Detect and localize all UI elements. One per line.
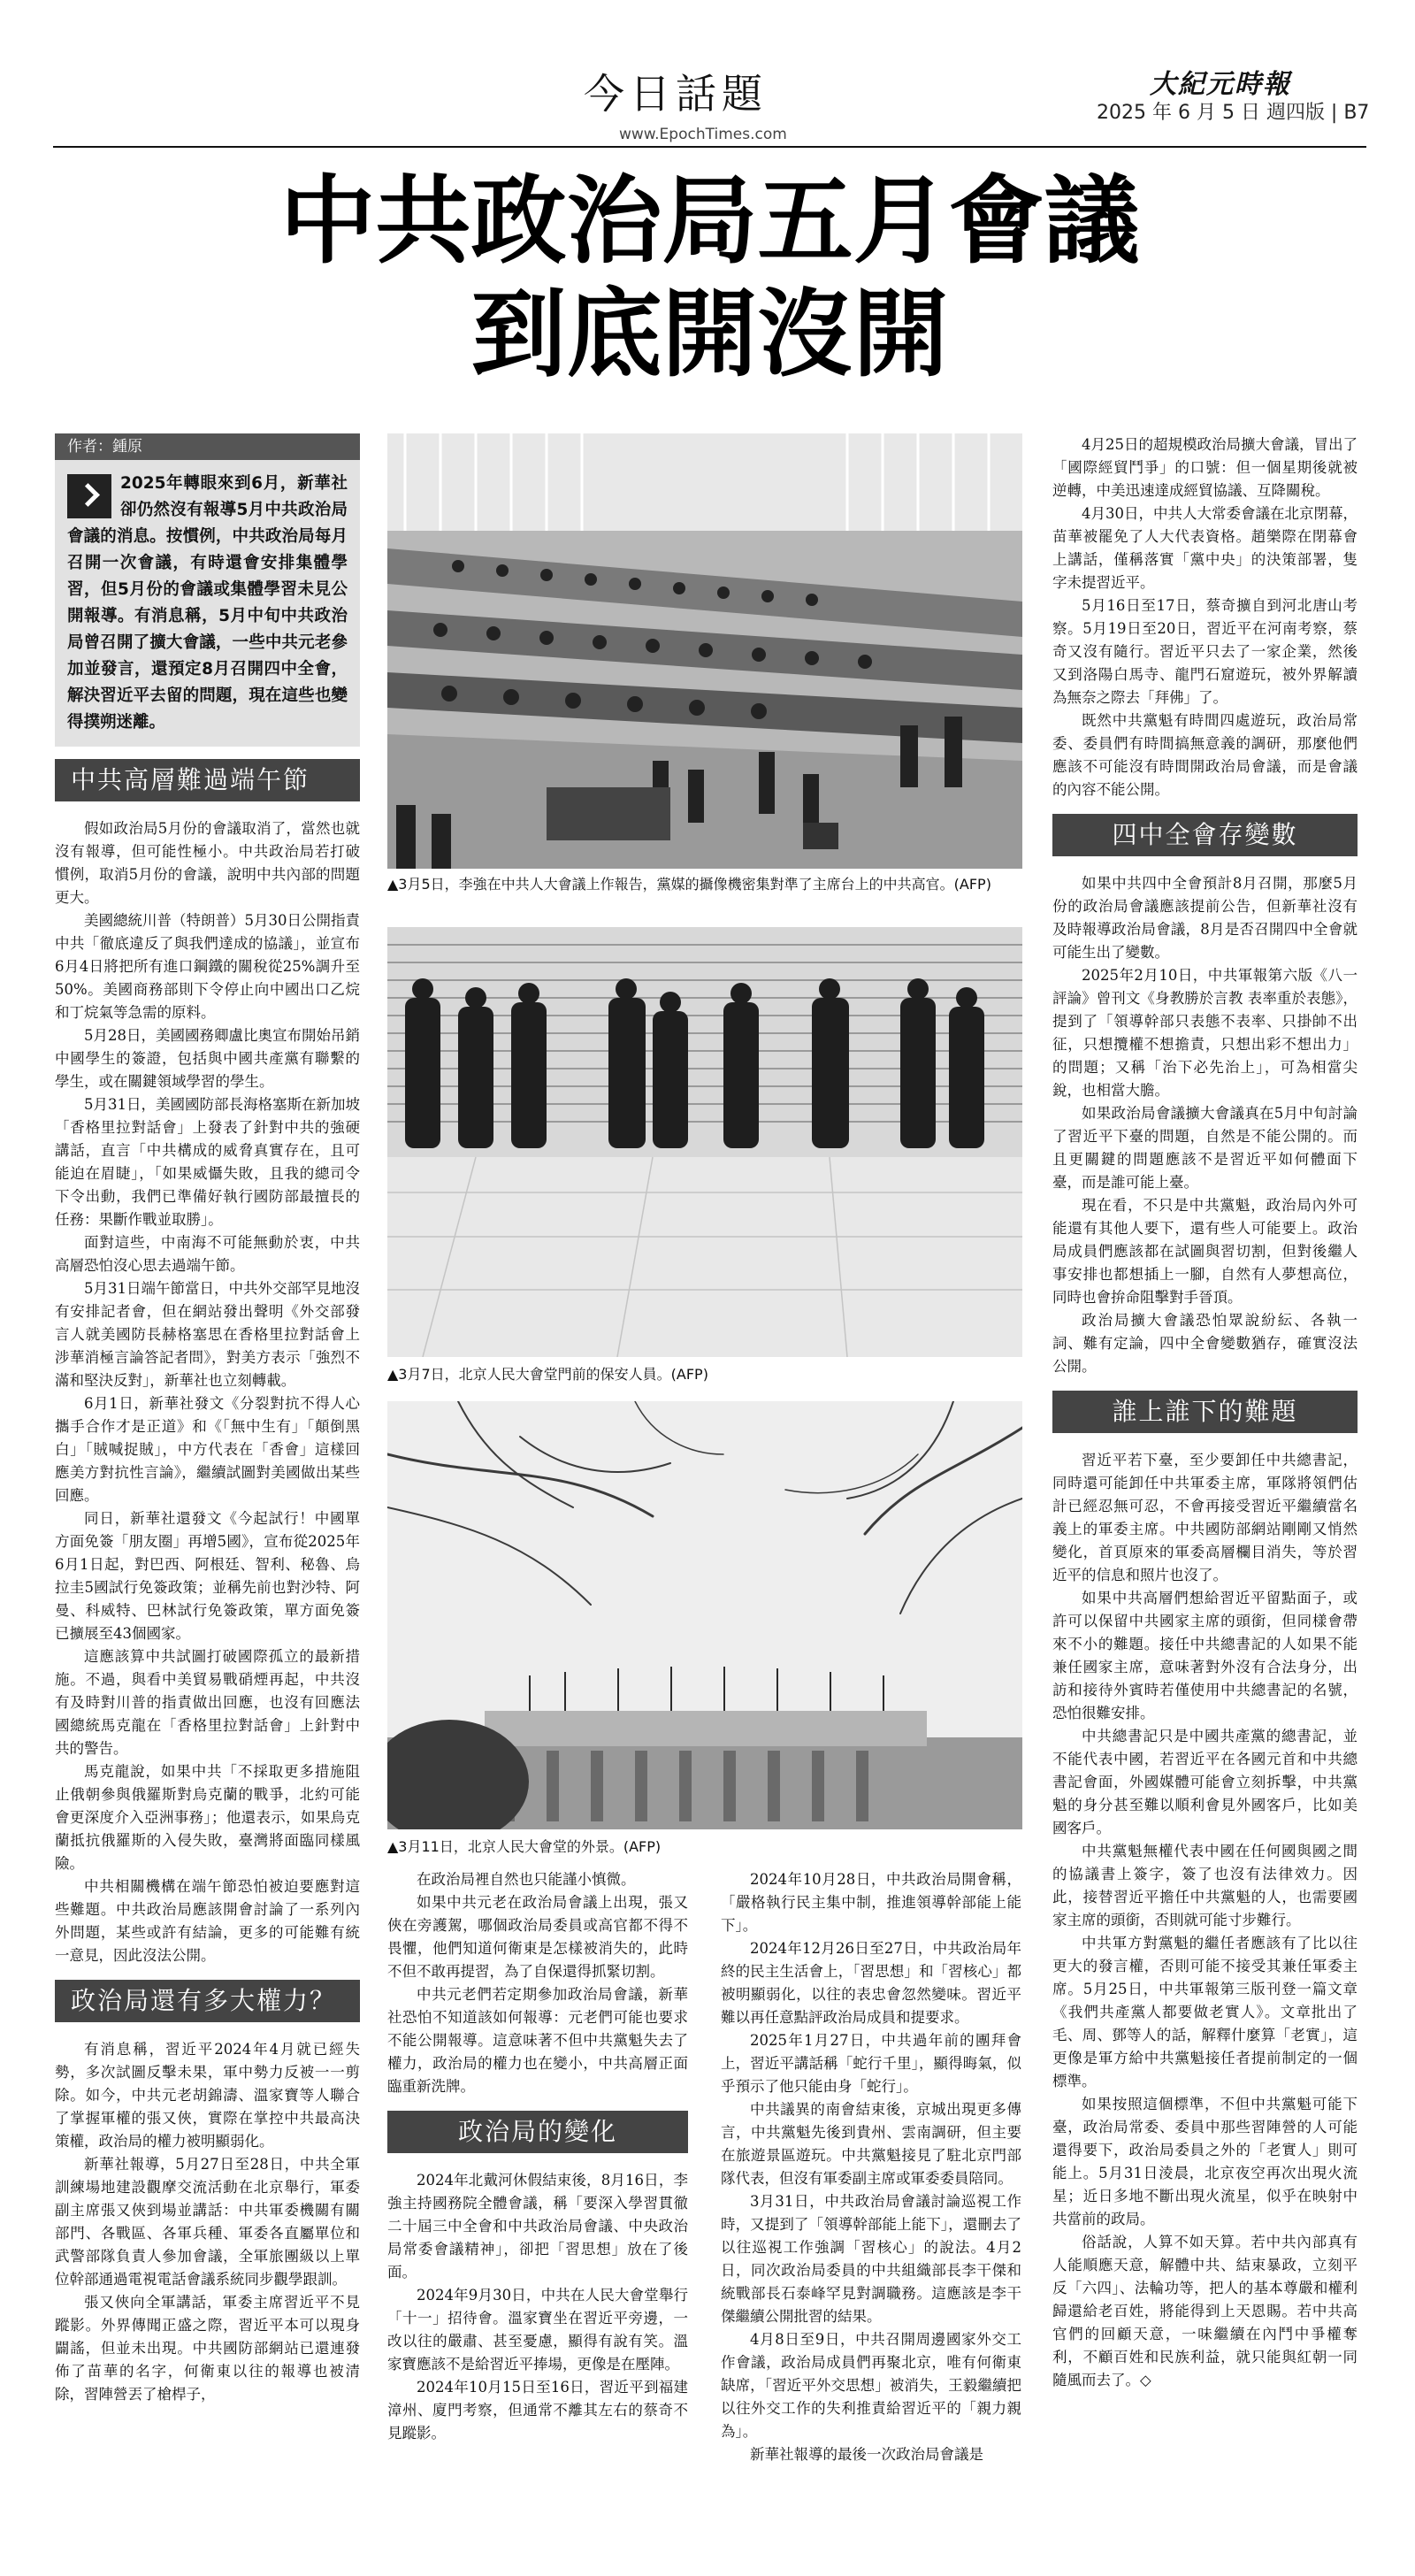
paragraph: 4月30日，中共人大常委會議在北京閉幕，苗華被罷免了人大代表資格。趙樂際在閉幕會上講話，僅稱落實「黨中央」的決策部署，隻字未提習近平。 [1052, 505, 1358, 591]
col2a-body [387, 1868, 688, 2098]
paragraph: 4月25日的超規模政治局擴大會議，冒出了「國際經貿鬥爭」的口號：但一個星期後就被逆轉，中美迅速達成經貿協議、互降關稅。 [1052, 436, 1358, 499]
paragraph: 既然中共黨魁有時間四處遊玩，政治局常委、委員們有時間搞無意義的調研，那麼他們應該不可能沒有時間開政治局會議，而是會議的內容不能公開。 [1052, 712, 1358, 798]
photo-caption-2: ▲3月7日，北京人民大會堂門前的保安人員。(AFP) [387, 1366, 708, 1383]
lead-paragraph [55, 460, 360, 736]
subhead-dragon-boat: 中共高層難過端午節 [55, 759, 360, 801]
paragraph: 4月8日至9日，中共召開周邊國家外交工作會議，政治局成員們再聚北京，唯有何衛東缺席，「習近平外交思想」被消失，王毅繼續把以往外交工作的失利推責給習近平的「親力親為」。 [721, 2331, 1021, 2440]
col4a-body [1052, 433, 1358, 801]
paragraph: 張又俠向全軍講話，軍委主席習近平不見蹤影。外界傳聞正盛之際，習近平本可以現身闢謠，但並未出現。中共國防部網站已還連發佈了苗華的名字，何衛東以往的報導也被清除，習陣營丟了槍桿子， [55, 2294, 360, 2403]
paragraph: 現在看，不只是中共黨魁，政治局內外可能還有其他人要下，還有些人可能要上。政治局成員們應該都在試圖與習切割，但對後繼人事安排也都想插上一腳，自然有人夢想高位，同時也會拚命阻擊對手晉頂。 [1052, 1197, 1358, 1306]
paragraph: 面對這些，中南海不可能無動於衷，中共高層恐怕沒心思去過端午節。 [55, 1234, 360, 1274]
column-3 [721, 1868, 1021, 2466]
paragraph: 假如政治局5月份的會議取消了，當然也就沒有報導，但可能性極小。中共政治局若打破慣例，取消5月份的會議，說明中共內部的問題更大。 [55, 820, 360, 906]
paragraph: 6月1日，新華社發文《分裂對抗不得人心 攜手合作才是正道》和《「無中生有」「顛倒黑白」「賊喊捉賊」，中方代表在「香會」這樣回應美方對抗性言論》，繼續試圖對美國做出某些回應。 [55, 1395, 360, 1504]
col1a-body [55, 817, 360, 1967]
column-2 [387, 1868, 688, 2445]
paragraph: 2024年10月15日至16日，習近平到福建漳州、廈門考察，但通常不離其左右的蔡奇不見蹤影。 [387, 2379, 688, 2442]
paragraph: 中共元老們若定期參加政治局會議，新華社恐怕不知道該如何報導：元老們可能也要求不能公開報導。這意味著不但中共黨魁失去了權力，政治局的權力也在變小，中共高層正面臨重新洗牌。 [387, 1986, 688, 2095]
lead-box [55, 433, 360, 747]
subhead-politburo-power: 政治局還有多大權力？ [55, 1980, 360, 2022]
paragraph: 5月31日端午節當日，中共外交部罕見地沒有安排記者會，但在網站發出聲明《外交部發言人就美國防長赫格塞思在香格里拉對話會上涉華消極言論答記者問》，對美方表示「強烈不滿和堅決反對」，新華社也立刻轉載。 [55, 1280, 360, 1389]
paragraph: 中共相關機構在端午節恐怕被迫要應對這些難題。中共政治局應該開會討論了一系列內外問題，某些或許有結論，更多的可能難有統一意見，因此沒法公開。 [55, 1878, 360, 1964]
author-line: 作者：鍾原 [55, 433, 360, 460]
photo-security-guards [387, 927, 1022, 1357]
column-1 [55, 433, 360, 2406]
photo-caption-3: ▲3月11日，北京人民大會堂的外景。(AFP) [387, 1838, 662, 1855]
photo-great-hall [387, 1401, 1022, 1829]
paragraph: 俗話說，人算不如天算。若中共內部真有人能順應天意，解體中共、結束暴政，立刻平反「六四」、法輪功等，把人的基本尊嚴和權利歸還給老百姓，將能得到上天恩賜。若中共高官們的回顧天意，一味繼續在內鬥中爭權奪利，不顧百姓和民族利益，就只能與紅朝一同隨風而去了。◇ [1052, 2234, 1358, 2388]
paragraph: 如果中共四中全會預計8月召開，那麼5月份的政治局會議應該提前公告，但新華社沒有及時報導政治局會議，8月是否召開四中全會就可能生出了變數。 [1052, 875, 1358, 961]
column-4 [1052, 433, 1358, 2392]
header-rule [53, 146, 1366, 148]
paragraph: 中共軍方對黨魁的繼任者應該有了比以往更大的發言權，否則可能不接受其兼任軍委主席。5月25日，中共軍報第三版刊登一篇文章《我們共產黨人都要做老實人》。文章批出了毛、周、鄧等人的話，解釋什麼算「老實」，這更像是軍方給中共黨魁接任者提前制定的一個標準。 [1052, 1935, 1358, 2089]
paragraph: 如果政治局會議擴大會議真在5月中旬討論了習近平下臺的問題，自然是不能公開的。而且更關鍵的問題應該不是習近平如何體面下臺，而是誰可能上臺。 [1052, 1105, 1358, 1191]
paragraph: 2024年10月28日，中共政治局開會稱，「嚴格執行民主集中制，推進領導幹部能上能下」。 [721, 1871, 1021, 1934]
paragraph: 2024年北戴河休假結束後，8月16日，李強主持國務院全體會議，稱「要深入學習貫徹二十屆三中全會和中共政治局會議、中央政治局常委會議精神」，卻把「習思想」放在了後面。 [387, 2172, 688, 2281]
subhead-who-up-who-down: 誰上誰下的難題 [1052, 1391, 1358, 1433]
paragraph: 有消息稱，習近平2024年4月就已經失勢，多次試圖反擊未果，軍中勢力反被一一剪除。如今，中共元老胡錦濤、溫家寶等人聯合了掌握軍權的張又俠，實際在掌控中共最高決策權，政治局的權力被明顯弱化。 [55, 2041, 360, 2150]
subhead-politburo-change: 政治局的變化 [387, 2111, 688, 2153]
paragraph: 新華社報導，5月27日至28日，中共全軍訓練場地建設觀摩交流活動在北京舉行，軍委副主席張又俠到場並講話：中共軍委機關有關部門、各戰區、各軍兵種、軍委各直屬單位和武警部隊負責人參加會議，全軍旅團級以上單位幹部通過電視電話會議系統同步觀學跟訓。 [55, 2156, 360, 2288]
site-url: www.EpochTimes.com [619, 126, 787, 143]
paragraph: 美國總統川普（特朗普）5月30日公開指責中共「徹底違反了與我們達成的協議」，並宣布6月4日將把所有進口鋼鐵的關稅從25%調升至50%。美國商務部則下令停止向中國出口乙烷和丁烷氣等急需的原料。 [55, 912, 360, 1021]
paragraph: 新華社報導的最後一次政治局會議是 [750, 2446, 983, 2463]
paragraph: 2024年12月26日至27日，中共政治局年終的民主生活會上，「習思想」和「習核心」都被明顯弱化，以往的表忠會忽然變味。習近平難以再任意點評政治局成員和提要求。 [721, 1940, 1021, 2026]
paragraph: 同日，新華社還發文《今起試行！中國單方面免簽「朋友圈」再增5國》，宣布從2025年6月1日起，對巴西、阿根廷、智利、秘魯、烏拉圭5國試行免簽政策；並稱先前也對沙特、阿曼、科威特、巴林試行免簽政策，單方面免簽已擴展至43個國家。 [55, 1510, 360, 1642]
photo-npc-meeting [387, 433, 1022, 869]
paragraph: 中共黨魁無權代表中國在任何國與國之間的協議書上簽字，簽了也沒有法律效力。因此，接替習近平擔任中共黨魁的人，也需要國家主席的頭銜，否則就可能寸步難行。 [1052, 1843, 1358, 1928]
col3-body [721, 1868, 1021, 2466]
col1b-body [55, 2038, 360, 2406]
paragraph: 中共總書記只是中國共產黨的總書記，並不能代表中國，若習近平在各國元首和中共總書記會面，外國媒體可能會立刻拆擊，中共黨魁的身分甚至難以順利會見外國客戶，比如美國客戶。 [1052, 1728, 1358, 1836]
paragraph: 如果中共高層們想給習近平留點面子，或許可以保留中共國家主席的頭銜，但同樣會帶來不小的難題。接任中共總書記的人如果不能兼任國家主席，意味著對外沒有合法身分，出訪和接待外賓時若僅使用中共總書記的名號，恐怕很難安排。 [1052, 1590, 1358, 1721]
paragraph: 如果中共元老在政治局會議上出現，張又俠在旁護駕，哪個政治局委員或高官都不得不畏懼，他們知道何衛東是怎樣被消失的，此時不但不敢再提習，為了自保還得抓緊切割。 [387, 1894, 688, 1980]
col4c-body [1052, 1449, 1358, 2392]
paragraph: 5月28日，美國國務卿盧比奧宣布開始吊銷中國學生的簽證，包括與中國共產黨有聯繫的學生，或在關鍵領域學習的學生。 [55, 1027, 360, 1090]
chevron-right-icon [67, 474, 111, 518]
paragraph: 5月31日，美國國防部長海格塞斯在新加坡「香格里拉對話會」上發表了針對中共的強硬講話，直言「中共構成的威脅真實存在，且可能迫在眉睫」，「如果威懾失敗，且我的總司令下令出動，我們已準備好執行國防部最擅長的任務：果斷作戰並取勝」。 [55, 1096, 360, 1228]
newspaper-logo: 大紀元時報 [1150, 69, 1291, 100]
photo-caption-1: ▲3月5日，李強在中共人大會議上作報告，黨媒的攝像機密集對準了主席台上的中共高官。(AFP) [387, 876, 991, 893]
col2b-body [387, 2169, 688, 2445]
paragraph: 中共議異的南會結束後，京城出現更多傳言，中共黨魁先後到貴州、雲南調研，但主要在旅遊景區遊玩。中共黨魁接見了駐北京門部隊代表，但沒有軍委副主席或軍委委員陪同。 [721, 2101, 1021, 2187]
paragraph: 3月31日，中共政治局會議討論巡視工作時，又提到了「領導幹部能上能下」，還刪去了以往巡視工作強調「習核心」的說法。4月2日，同次政治局委員的中共組織部長李干傑和統戰部長石泰峰罕見對調職務。這應該是李干傑繼續公開批習的結果。 [721, 2193, 1021, 2325]
paragraph: 這應該算中共試圖打破國際孤立的最新措施。不過，與看中美貿易戰硝煙再起，中共沒有及時對川普的指責做出回應，也沒有回應法國總統馬克龍在「香格里拉對話會」上針對中共的警告。 [55, 1648, 360, 1757]
headline-line1: 中共政治局五月會議 [279, 165, 1140, 277]
paragraph: 2025年2月10日，中共軍報第六版《八一評論》曾刊文《身教勝於言教 表率重於表態》，提到了「領導幹部只表態不表率、只掛帥不出征，只想攬權不想擔責，只想出彩不想出力」的問題；又稱「治下必先治上」，可為相當尖銳，也相當大膽。 [1052, 967, 1358, 1099]
headline-line2: 到底開沒開 [470, 279, 949, 390]
paragraph: 2024年9月30日，中共在人民大會堂舉行「十一」招待會。溫家寶坐在習近平旁邊，一改以往的嚴肅、甚至憂慮，顯得有說有笑。溫家寶應該不是給習近平捧場，更像是在壓陣。 [387, 2287, 688, 2373]
col4b-body [1052, 872, 1358, 1378]
paragraph: 馬克龍說，如果中共「不採取更多措施阻止俄朝參與俄羅斯對烏克蘭的戰爭，北約可能會更深度介入亞洲事務」；他還表示，如果烏克蘭抵抗俄羅斯的入侵失敗，臺灣將面臨同樣風險。 [55, 1763, 360, 1872]
paragraph: 5月16日至17日，蔡奇擴自到河北唐山考察。5月19日至20日，習近平在河南考察，蔡奇又沒有隨行。習近平只去了一家企業，然後又到洛陽白馬寺、龍門石窟遊玩，被外界解讀為無奈之際去「拜佛」了。 [1052, 597, 1358, 706]
paragraph: 習近平若下臺，至少要卸任中共總書記，同時還可能卸任中共軍委主席，軍隊將領們估計已經忍無可忍，不會再接受習近平繼續當名義上的軍委主席。中共國防部網站剛剛又悄然變化，首頁原來的軍委高層欄目消失，等於習近平的信息和照片也沒了。 [1052, 1452, 1358, 1583]
paragraph: 政治局擴大會議恐怕眾說紛紜、各執一詞、難有定論，四中全會變數猶存，確實沒法公開。 [1052, 1312, 1358, 1375]
subhead-fourth-plenum: 四中全會存變數 [1052, 814, 1358, 856]
issue-date: 2025 年 6 月 5 日 週四版 | B7 [1097, 102, 1370, 124]
paragraph: 2025年1月27日，中共過年前的團拜會上，習近平講話稱「蛇行千里」，顯得晦氣，似乎預示了他只能由身「蛇行」。 [721, 2032, 1021, 2095]
section-title: 今日話題 [584, 70, 768, 118]
paragraph: 在政治局裡自然也只能謹小慎微。 [417, 1871, 636, 1888]
paragraph: 如果按照這個標準，不但中共黨魁可能下臺，政治局常委、委員中那些習陣營的人可能還得要下，政治局委員之外的「老實人」則可能上。5月31日淩晨，北京夜空再次出現火流星；近日多地不斷出現火流星，似乎在映射中共當前的政局。 [1052, 2096, 1358, 2227]
lead-text: 2025年轉眼來到6月，新華社卻仍然沒有報導5月中共政治局會議的消息。按慣例，中共政治局每月召開一次會議，有時還會安排集體學習，但5月份的會議或集體學習未見公開報導。有消息稱，5月中旬中共政治局曾召開了擴大會議，一些中共元老參加並發言，還預定8月召開四中全會，解決習近平去留的問題，現在這些也變得撲朔迷離。 [67, 474, 348, 732]
